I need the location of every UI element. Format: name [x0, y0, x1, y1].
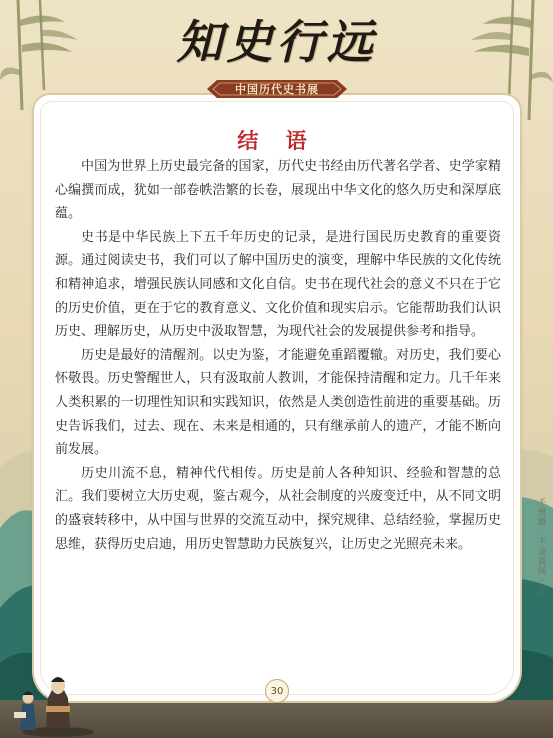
banner-label: 中国历代史书展: [235, 83, 319, 96]
paragraph: 史书是中华民族上下五千年历史的记录，是进行国民历史教育的重要资源。通过阅读史书，我们可以了解中国历史的演变，理解中华民族的文化传统和精神追求，增强民族认同感和文化自信。史书在现代社会的意义不只在于它的历史价值，更在于它的教育意义、文化价值和现实启示。它能帮助我们认识历史、理解历史，从历史中汲取智慧，为现代社会的发展提供参考和指导。: [55, 229, 501, 340]
page-number: 30: [265, 679, 289, 703]
paragraph: 中国为世界上历史最完备的国家，历代史书经由历代著名学者、史学家精心编撰而成，犹如一部卷帙浩繁的长卷，展现出中华文化的悠久历史和深厚底蕴。: [55, 159, 501, 222]
conclusion-text: [55, 155, 501, 556]
exhibition-banner: [207, 78, 347, 100]
section-heading: 结 语: [237, 128, 317, 153]
page-title: 知史行远: [176, 15, 377, 69]
scholar-figures-icon: [8, 668, 94, 738]
paragraph: 历史川流不息，精神代代相传。历史是前人各种知识、经验和智慧的总汇。我们要树立大历史观，鉴古观今，从社会制度的兴废变迁中，从不同文明的盛衰转移中，从中国与世界的交流互动中，探究规律、总结经验，掌握历史思维，获得历史启迪，用历史智慧助力民族复兴，让历史之光照亮未来。: [55, 465, 501, 552]
paragraph: 历史是最好的清醒剂。以史为鉴，才能避免重蹈覆辙。对历史，我们要心怀敬畏。历史警醒世人，只有汲取前人教训，才能保持清醒和定力。几千年来人类积累的一切理性知识和实践知识，依然是人类创造性前进的重要基础。历史告诉我们，过去、现在、未来是相通的，只有继承前人的遗产，才能不断向前发展。: [55, 347, 501, 458]
side-inscription: 千里寰 · 千录寰阅 · 灯: [536, 498, 546, 597]
